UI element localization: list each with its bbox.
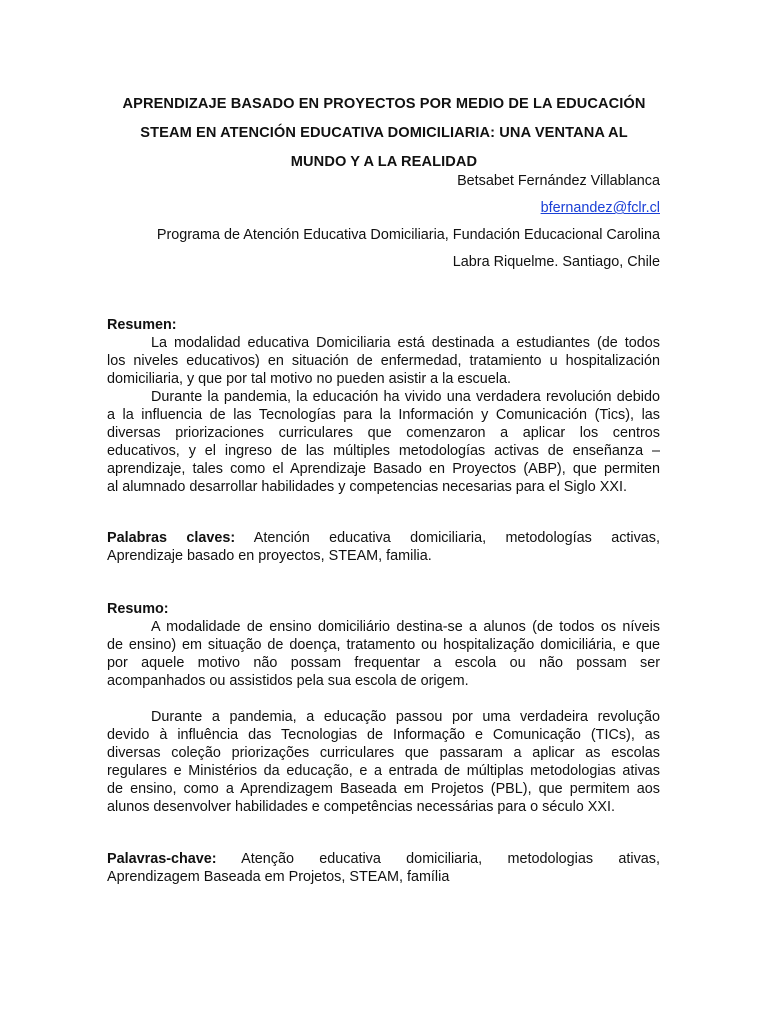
text-line: diversas priorizaciones curriculares que comenzaron a aplicar los centros — [107, 425, 660, 441]
resumo-heading: Resumo: — [107, 601, 169, 617]
affiliation-line-2: Labra Riquelme. Santiago, Chile — [452, 254, 660, 270]
palavras-chave-text: Atenção educativa domiciliaria, metodologias ativas, — [241, 851, 660, 867]
text-line: al alumnado desarrollar habilidades y competencias necesarias para el Siglo XXI. — [107, 479, 627, 495]
author-name: Betsabet Fernández Villablanca — [457, 173, 660, 189]
palavras-chave-label: Palavras-chave: — [107, 851, 217, 867]
text-line: educativos, y el ingreso de las múltiples metodologías activas de enseñanza – — [107, 443, 660, 459]
text-line: devido à influência das Tecnologias de Informação e Comunicação (TICs), as — [107, 727, 660, 743]
resumen-paragraph-2 — [107, 388, 660, 496]
text-line: los niveles educativos) en situación de enfermedad, tratamiento u hospitalización — [107, 353, 660, 369]
palavras-chave-section — [107, 850, 660, 886]
text-line: por aquele motivo não possam frequentar a escola ou não possam ser — [107, 655, 660, 671]
paper-title — [100, 90, 668, 177]
title-line: APRENDIZAJE BASADO EN PROYECTOS POR MEDIO DE LA EDUCACIÓN — [122, 96, 646, 112]
resumo-section — [107, 600, 660, 816]
text-line: A modalidade de ensino domiciliário destina-se a alunos (de todos os níveis — [151, 619, 660, 635]
text-line: de ensino, como a Aprendizagem Baseada em Projetos (PBL), que permitem aos — [107, 781, 660, 797]
resumen-section — [107, 316, 660, 496]
text-line: domiciliaria, y que por tal motivo no pueden asistir a la escuela. — [107, 371, 511, 387]
keywords-line: Aprendizaje basado en proyectos, STEAM, familia. — [107, 548, 432, 564]
keywords-line — [107, 850, 660, 868]
title-line: STEAM EN ATENCIÓN EDUCATIVA DOMICILIARIA: UNA VENTANA AL — [140, 125, 628, 141]
resumo-paragraph-2 — [107, 708, 660, 816]
author-email-link[interactable]: bfernandez@fclr.cl — [540, 200, 660, 216]
text-line: Durante la pandemia, la educación ha vivido una verdadera revolución debido — [151, 389, 660, 405]
text-line: regulares e Ministérios da educação, e a entrada de múltiplas metodologias ativas — [107, 763, 660, 779]
text-line: a la influencia de las Tecnologías para la Información y Comunicación (Tics), las — [107, 407, 660, 423]
title-line: MUNDO Y A LA REALIDAD — [290, 154, 478, 170]
text-line: diversas coleção priorizações curriculares que passaram a aplicar as escolas — [107, 745, 660, 761]
text-line: Durante a pandemia, a educação passou por uma verdadeira revolução — [151, 709, 660, 725]
resumo-paragraph-1 — [107, 618, 660, 690]
palabras-claves-label: Palabras claves: — [107, 530, 236, 546]
palabras-claves-text: Atención educativa domiciliaria, metodologías activas, — [253, 530, 660, 546]
text-line: La modalidad educativa Domiciliaria está destinada a estudiantes (de todos — [151, 335, 660, 351]
text-line: aprendizaje, tales como el Aprendizaje Basado en Proyectos (ABP), que permiten — [107, 461, 660, 477]
palabras-claves-section — [107, 529, 660, 565]
text-line: de ensino) em situação de doença, tratamento ou hospitalização domiciliária, e que — [107, 637, 660, 653]
resumen-paragraph-1 — [107, 334, 660, 388]
resumen-heading: Resumen: — [107, 317, 177, 333]
text-line: alunos desenvolver habilidades e competências necessárias para o século XXI. — [107, 799, 615, 815]
keywords-line: Aprendizagem Baseada em Projetos, STEAM, família — [107, 869, 450, 885]
affiliation-line-1: Programa de Atención Educativa Domiciliaria, Fundación Educacional Carolina — [156, 227, 660, 243]
text-line: acompanhados ou assistidos pela sua escola de origem. — [107, 673, 469, 689]
keywords-line — [107, 529, 660, 547]
